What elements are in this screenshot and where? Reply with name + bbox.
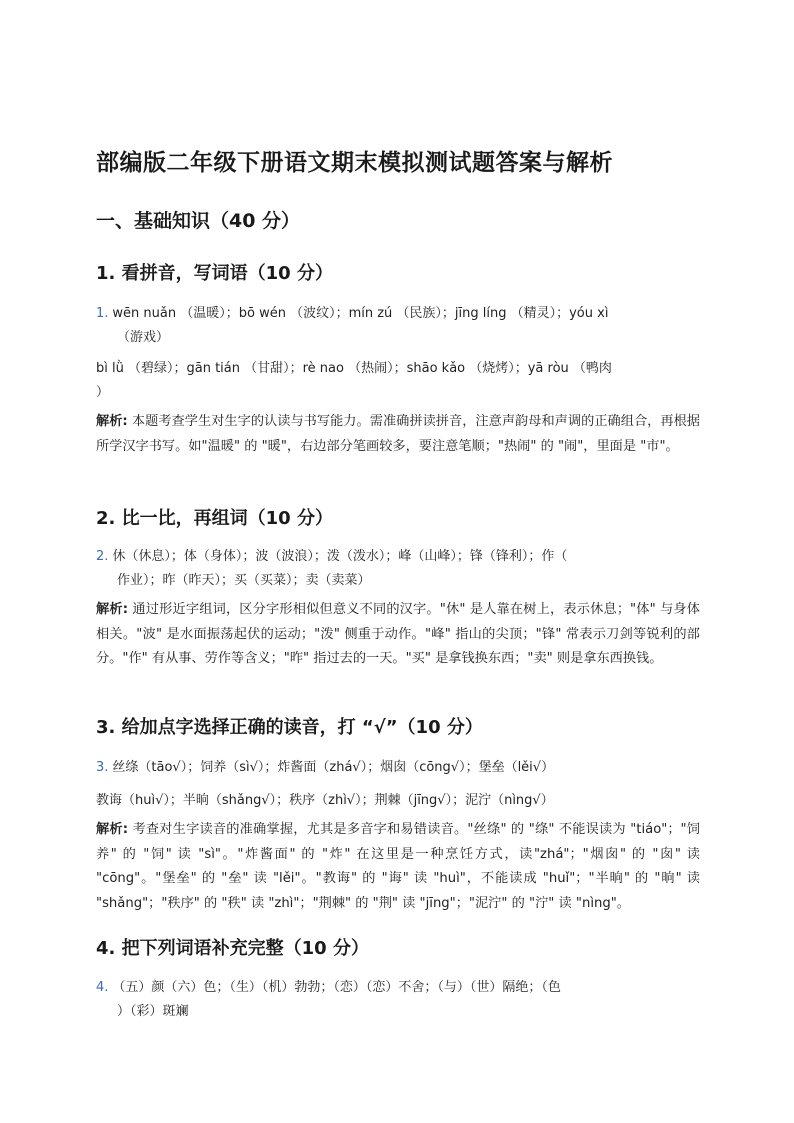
q3-heading: 3. 给加点字选择正确的读音，打 “√”（10 分） bbox=[96, 717, 483, 738]
document-title: 部编版二年级下册语文期末模拟测试题答案与解析 bbox=[96, 150, 613, 176]
q3-answer-line bbox=[96, 756, 554, 775]
q1-answer-line bbox=[96, 302, 608, 321]
q4-number: 4. bbox=[96, 980, 109, 995]
q3-answer-line-2: 教诲（huì√）；半晌（shǎng√）；秩序（zhì√）；荆棘（jīng√）；泥泞（nìng√） bbox=[96, 793, 554, 808]
q1-analysis-label: 解析: bbox=[96, 414, 128, 429]
q3-analysis-label: 解析: bbox=[96, 822, 129, 837]
q2-analysis bbox=[96, 598, 700, 672]
q1-analysis bbox=[96, 410, 700, 459]
q3-number: 3. bbox=[96, 760, 109, 775]
q1-analysis-text: 本题考查学生对生字的认读与书写能力。需准确拼读拼音，注意声韵母和声调的正确组合，再根据所学汉字书写。如"温暖" 的 "暖"，右边部分笔画较多，要注意笔顺；"热闹" 的 "闹"，里面是 "市"。 bbox=[96, 414, 700, 454]
q4-answer-line bbox=[96, 976, 561, 995]
q3-analysis-text: 考查对生字读音的准确掌握，尤其是多音字和易错读音。"丝绦" 的 "绦" 不能误读为 "tiáo"；"饲养" 的 "饲" 读 "sì"。"炸酱面" 的 "炸" 在这里是一种烹饪方式，读"zhá"；"烟囱" 的 "囱" 读 "cōng"。"堡垒" 的 "垒" 读 "lěi"。"教诲" 的 "诲" 读 "huì"，不能读成 "huǐ"；"半晌" 的 "晌" 读 "shǎng"；"秩序" 的 "秩" 读 "zhì"；"荆棘" 的 "荆" 读 "jīng"；"泥泞" 的 "泞" 读 "nìng"。 bbox=[96, 822, 700, 911]
q4-answer-text: （五）颜（六）色；（生）（机）勃勃；（恋）（恋）不舍；（与）（世）隔绝；（色 bbox=[112, 980, 561, 995]
q2-analysis-text: 通过形近字组词，区分字形相似但意义不同的汉字。"休" 是人靠在树上，表示休息；"体" 与身体相关。"波" 是水面振荡起伏的运动；"泼" 侧重于动作。"峰" 指山的尖顶；"锋" 常表示刀剑等锐利的部分。"作" 有从事、劳作等含义；"昨" 指过去的一天。"买" 是拿钱换东西；"卖" 则是拿东西换钱。 bbox=[96, 602, 700, 666]
q1-answer-wrap-2: ） bbox=[96, 385, 110, 400]
q2-analysis-label: 解析: bbox=[96, 602, 129, 617]
section-heading: 一、基础知识（40 分） bbox=[96, 210, 301, 232]
q1-number: 1. bbox=[96, 306, 109, 321]
q2-answer-text: 休（休息）；体（身体）；波（波浪）；泼（泼水）；峰（山峰）；锋（锋利）；作（ bbox=[112, 549, 568, 564]
q3-answer-text: 丝绦（tāo√）；饲养（sì√）；炸酱面（zhá√）；烟囱（cōng√）；堡垒（lěi√） bbox=[112, 760, 555, 775]
q2-number: 2. bbox=[96, 549, 109, 564]
q1-answer-line-2: bì lǜ （碧绿）；gān tián （甘甜）；rè nao （热闹）；shāo kǎo （烧烤）；yā ròu （鸭肉 bbox=[96, 361, 612, 376]
q4-answer-wrap: ）（彩）斑斓 bbox=[117, 1004, 189, 1019]
q2-answer-line bbox=[96, 545, 567, 564]
q1-answer-wrap: （游戏） bbox=[117, 330, 170, 345]
q1-answer-text: wēn nuǎn （温暖）；bō wén （波纹）；mín zú （民族）；jīng líng （精灵）；yóu xì bbox=[112, 306, 609, 321]
q2-heading: 2. 比一比，再组词（10 分） bbox=[96, 508, 333, 529]
q4-heading: 4. 把下列词语补充完整（10 分） bbox=[96, 938, 369, 959]
q3-analysis bbox=[96, 818, 700, 916]
q2-answer-wrap: 作业）；昨（昨天）；买（买菜）；卖（卖菜） bbox=[117, 573, 371, 588]
q1-heading: 1. 看拼音，写词语（10 分） bbox=[96, 263, 333, 284]
